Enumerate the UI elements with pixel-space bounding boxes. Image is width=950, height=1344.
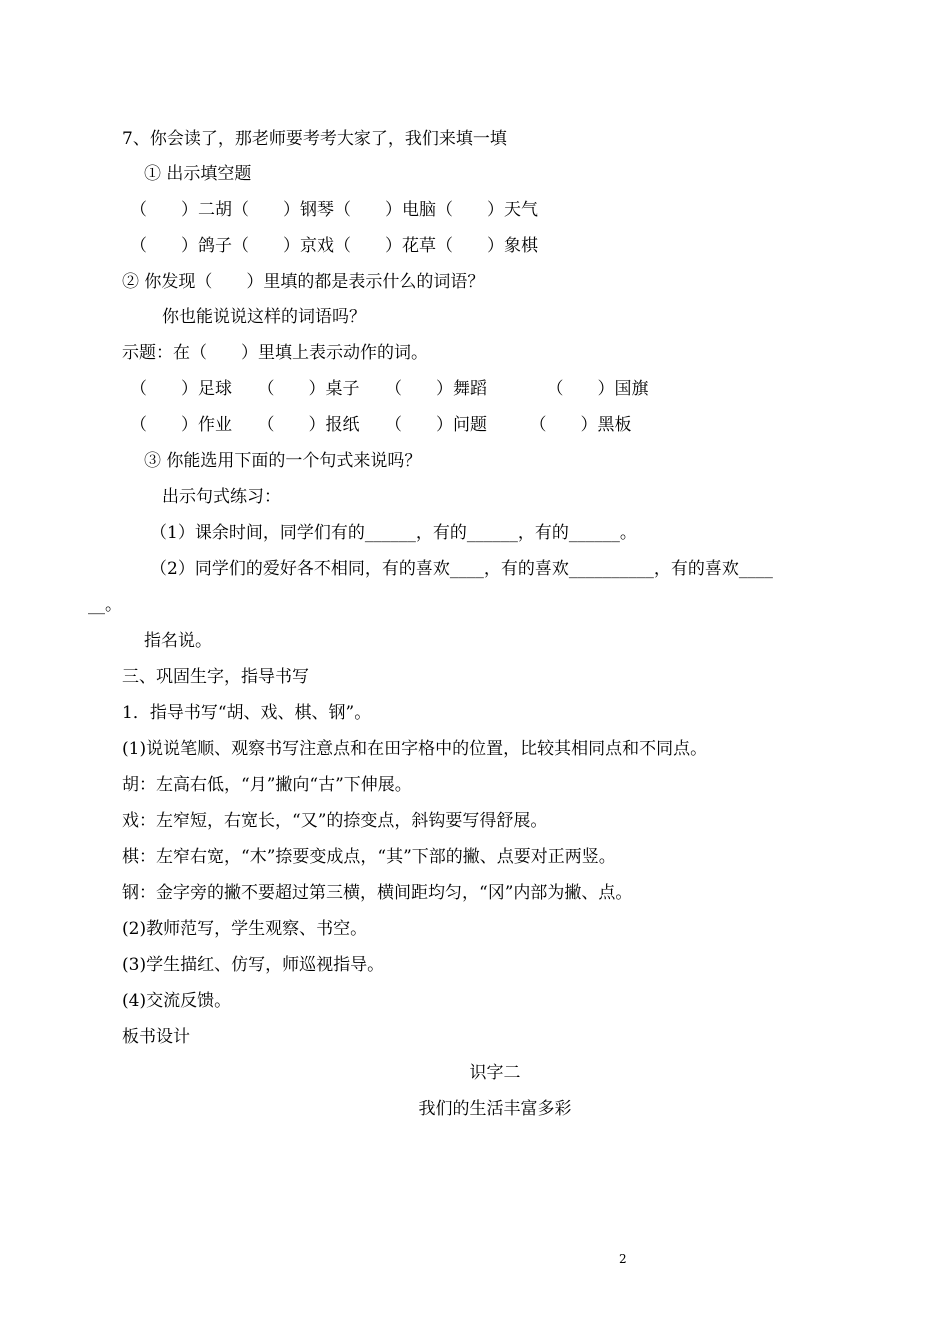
sentence-pattern-2: （2）同学们的爱好各不相同，有的喜欢____，有的喜欢__________，有的喜欢____	[150, 559, 773, 579]
sentence-pattern-1: （1）课余时间，同学们有的______，有的______，有的______。	[150, 523, 637, 543]
action-words-prompt: 示题：在（ ）里填上表示动作的词。	[122, 343, 428, 363]
writing-step-2: (2)教师范写，学生观察、书空。	[122, 919, 368, 939]
step-1-label: ① 出示填空题	[144, 164, 252, 184]
char-gang-tip: 钢：金字旁的撇不要超过第三横，横间距均匀，“冈”内部为撇、点。	[122, 883, 633, 903]
call-on-students: 指名说。	[144, 631, 212, 651]
question-7-heading: 7、你会读了，那老师要考考大家了，我们来填一填	[122, 129, 507, 149]
char-xi-tip: 戏：左窄短，右宽长，“又”的捺变点，斜钩要写得舒展。	[122, 811, 548, 831]
action-row-1: （ ）足球 （ ）桌子 （ ）舞蹈 （ ）国旗	[130, 379, 649, 399]
writing-step-3: (3)学生描红、仿写，师巡视指导。	[122, 955, 385, 975]
action-row-2: （ ）作业 （ ）报纸 （ ）问题 （ ）黑板	[130, 415, 632, 435]
writing-guidance-heading: 1．指导书写“胡、戏、棋、钢”。	[122, 703, 372, 723]
fill-row-2: （ ）鸽子（ ）京戏（ ）花草（ ）象棋	[130, 236, 538, 256]
step-2-followup: 你也能说说这样的词语吗？	[162, 307, 366, 327]
writing-step-1: (1)说说笔顺、观察书写注意点和在田字格中的位置，比较其相同点和不同点。	[122, 739, 708, 759]
step-3-question: ③ 你能选用下面的一个句式来说吗？	[144, 451, 422, 471]
board-title: 识字二	[469, 1063, 521, 1083]
board-design-heading: 板书设计	[122, 1027, 190, 1047]
step-2-question: ② 你发现（ ）里填的都是表示什么的词语？	[122, 272, 485, 292]
sentence-pattern-2-continued: __。	[88, 595, 122, 615]
fill-row-1: （ ）二胡（ ）钢琴（ ）电脑（ ）天气	[130, 200, 538, 220]
board-subtitle: 我们的生活丰富多彩	[418, 1099, 572, 1119]
page-number: 2	[619, 1252, 627, 1266]
sentence-practice-label: 出示句式练习：	[162, 487, 281, 507]
char-hu-tip: 胡：左高右低，“月”撇向“古”下伸展。	[122, 775, 412, 795]
writing-step-4: (4)交流反馈。	[122, 991, 232, 1011]
char-qi-tip: 棋：左窄右宽，“木”捺要变成点，“其”下部的撇、点要对正两竖。	[122, 847, 616, 867]
section-3-heading: 三、巩固生字，指导书写	[122, 667, 309, 687]
